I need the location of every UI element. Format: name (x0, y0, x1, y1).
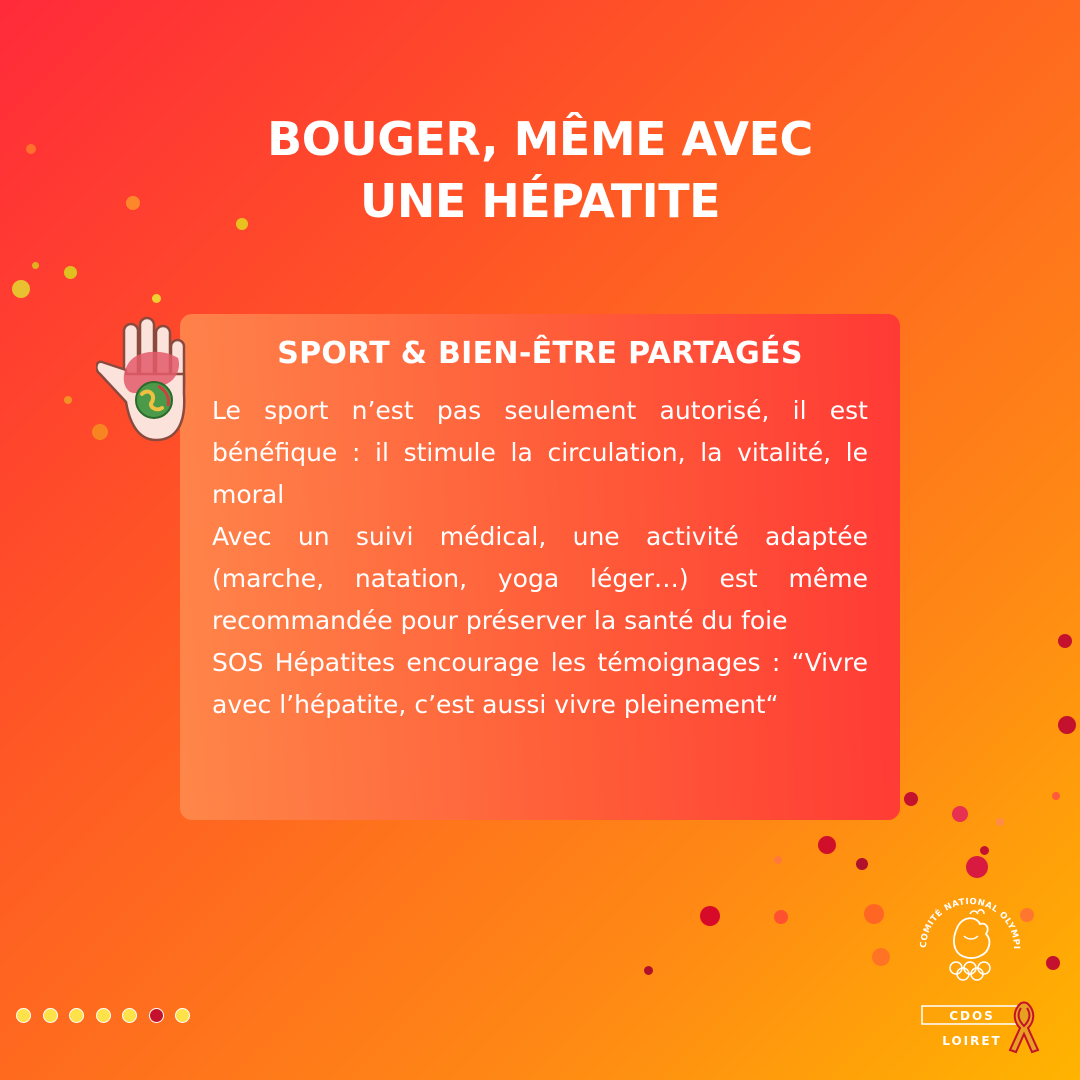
pager-dot-active[interactable] (149, 1008, 164, 1023)
confetti-dot (1058, 716, 1076, 734)
pager-dot[interactable] (175, 1008, 190, 1023)
svg-text:COMITÉ NATIONAL OLYMPIQUE ET S (908, 886, 1021, 950)
confetti-dot (12, 280, 30, 298)
pager-dot[interactable] (16, 1008, 31, 1023)
card-heading: SPORT & BIEN-ÊTRE PARTAGÉS (277, 336, 803, 371)
logo-region: LOIRET (942, 1034, 1002, 1048)
card-paragraph-2: Avec un suivi médical, une activité adaptée (marche, natation, yoga léger…) est même recommandée pour préserver la santé du foie (212, 522, 868, 635)
pager-dot[interactable] (122, 1008, 137, 1023)
confetti-dot (952, 806, 968, 822)
page-title (0, 108, 1080, 232)
page-title-line-2: UNE HÉPATITE (359, 174, 721, 228)
confetti-dot (996, 818, 1004, 826)
confetti-dot (966, 856, 988, 878)
confetti-dot (152, 294, 161, 303)
confetti-dot (980, 846, 989, 855)
pager-dot[interactable] (96, 1008, 111, 1023)
confetti-dot (1046, 956, 1060, 970)
confetti-dot (700, 906, 720, 926)
confetti-dot (1058, 634, 1072, 648)
confetti-dot (1052, 792, 1060, 800)
confetti-dot (32, 262, 39, 269)
confetti-dot (64, 396, 72, 404)
confetti-dot (864, 904, 884, 924)
confetti-dot (774, 910, 788, 924)
logo-ring-text: COMITÉ NATIONAL OLYMPI (918, 896, 1022, 950)
card-body (212, 390, 868, 726)
pager-dot[interactable] (43, 1008, 58, 1023)
hand-liver-icon (96, 314, 192, 446)
confetti-dot (904, 792, 918, 806)
confetti-dot (644, 966, 653, 975)
confetti-dot (774, 856, 782, 864)
page-title-line-1: BOUGER, MÊME AVEC (267, 112, 813, 166)
card-paragraph-3: SOS Hépatites encourage les témoignages : “Vivre avec l’hépatite, c’est aussi vivre pleinement“ (212, 648, 868, 719)
cdos-emblem-icon (908, 886, 1048, 1056)
confetti-dot (856, 858, 868, 870)
confetti-dot (64, 266, 77, 279)
logo-name: CDOS (949, 1009, 995, 1023)
info-card (180, 314, 900, 820)
confetti-dot (818, 836, 836, 854)
cdos-loiret-logo (908, 886, 1048, 1056)
confetti-dot (872, 948, 890, 966)
pager-dot[interactable] (69, 1008, 84, 1023)
card-paragraph-1: Le sport n’est pas seulement autorisé, il est bénéfique : il stimule la circulation, la vitalité, le moral (212, 396, 868, 509)
